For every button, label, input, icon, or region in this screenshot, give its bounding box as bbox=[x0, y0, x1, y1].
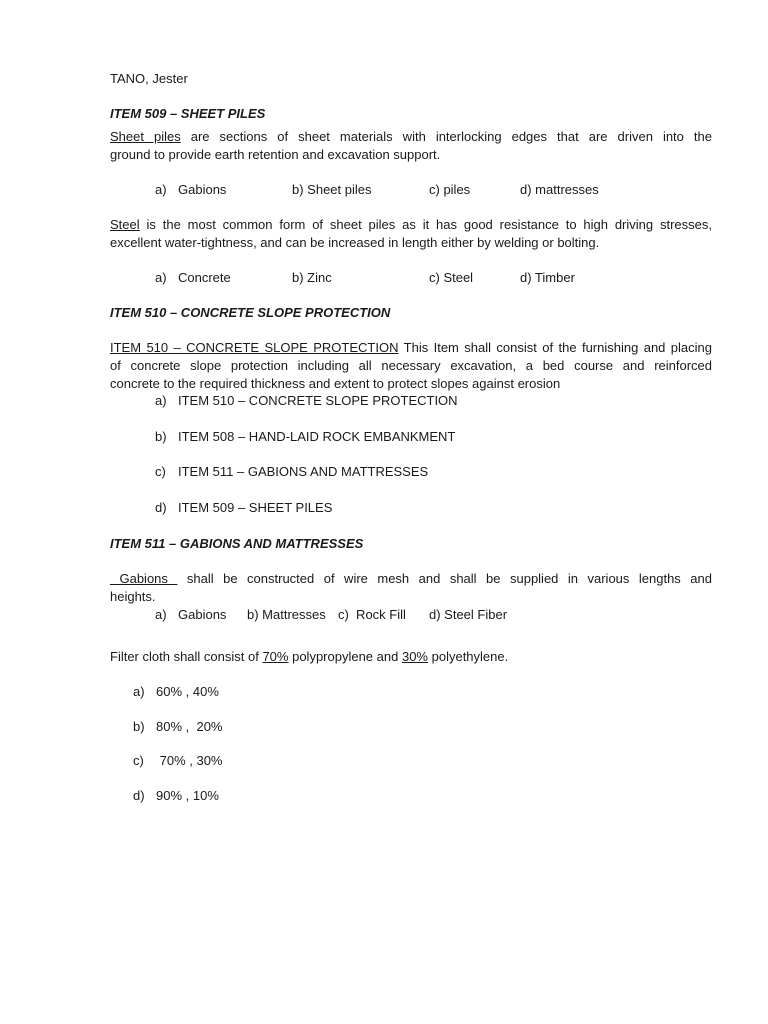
option-d: d) Timber bbox=[520, 270, 575, 285]
document-page bbox=[110, 0, 712, 1024]
option-row-c bbox=[110, 752, 712, 769]
answer-underlined: Sheet piles bbox=[110, 129, 181, 144]
option-row-d bbox=[110, 499, 712, 516]
option-a: Concrete bbox=[178, 270, 231, 285]
question-text: shall be constructed of wire mesh and shall be supplied in various lengths and bbox=[177, 571, 712, 586]
option-text: ITEM 509 – SHEET PILES bbox=[178, 500, 333, 515]
option-letter: c) bbox=[155, 464, 166, 479]
option-text: 70% , 30% bbox=[156, 753, 223, 768]
option-a: Gabions bbox=[178, 182, 227, 197]
section-heading-511: ITEM 511 – GABIONS AND MATTRESSES bbox=[110, 536, 364, 551]
answer-underlined: 70% bbox=[262, 649, 289, 664]
option-row-c bbox=[110, 463, 712, 480]
option-row-d bbox=[110, 787, 712, 804]
question-4 bbox=[110, 570, 712, 606]
answer-underlined: ITEM 510 – CONCRETE SLOPE PROTECTION bbox=[110, 340, 399, 355]
question-text: polyethylene. bbox=[428, 649, 509, 664]
option-row-a bbox=[110, 392, 712, 409]
option-text: 80% , 20% bbox=[156, 719, 223, 734]
option-a: Gabions bbox=[178, 607, 227, 622]
options-row-q2 bbox=[110, 269, 712, 286]
option-letter: a) bbox=[155, 393, 167, 408]
option-text: ITEM 511 – GABIONS AND MATTRESSES bbox=[178, 464, 429, 479]
option-c: c) Steel bbox=[429, 270, 474, 285]
option-text: 90% , 10% bbox=[156, 788, 219, 803]
answer-underlined: Gabions bbox=[110, 571, 178, 586]
question-text: polypropylene and bbox=[288, 649, 402, 664]
option-d: d) Steel Fiber bbox=[429, 607, 508, 622]
options-row-q1 bbox=[110, 181, 712, 198]
option-letter: c) bbox=[133, 753, 144, 768]
option-letter: a) bbox=[155, 270, 167, 285]
option-text: 60% , 40% bbox=[156, 684, 219, 699]
option-b: b) Zinc bbox=[292, 270, 332, 285]
option-letter: a) bbox=[155, 607, 167, 622]
question-3 bbox=[110, 339, 712, 393]
option-row-b bbox=[110, 428, 712, 445]
question-text: are sections of sheet materials with interlocking edges that are driven into the bbox=[180, 129, 712, 144]
option-b: b) Sheet piles bbox=[292, 182, 372, 197]
question-5 bbox=[110, 648, 508, 665]
question-text: Filter cloth shall consist of bbox=[110, 649, 263, 664]
options-row-q4 bbox=[110, 606, 712, 623]
question-1 bbox=[110, 128, 712, 164]
question-2 bbox=[110, 216, 712, 252]
question-text: of concrete slope protection including all necessary excavation, a bed course and reinforced bbox=[110, 358, 712, 373]
section-heading-510: ITEM 510 – CONCRETE SLOPE PROTECTION bbox=[110, 305, 391, 320]
option-d: d) mattresses bbox=[520, 182, 599, 197]
option-letter: d) bbox=[155, 500, 167, 515]
answer-underlined: 30% bbox=[401, 649, 428, 664]
author-name: TANO, Jester bbox=[110, 71, 188, 86]
option-c: c) Rock Fill bbox=[338, 607, 406, 622]
question-text: excellent water-tightness, and can be increased in length either by welding or bolting. bbox=[110, 235, 600, 250]
question-text: heights. bbox=[110, 589, 156, 604]
question-text: This Item shall consist of the furnishing and placing bbox=[398, 340, 713, 355]
option-letter: b) bbox=[155, 429, 167, 444]
option-letter: b) bbox=[133, 719, 145, 734]
question-text: is the most common form of sheet piles as it has good resistance to high driving stresses, bbox=[139, 217, 712, 232]
option-row-b bbox=[110, 718, 712, 735]
option-text: ITEM 510 – CONCRETE SLOPE PROTECTION bbox=[178, 393, 458, 408]
answer-underlined: Steel bbox=[110, 217, 140, 232]
option-letter: d) bbox=[133, 788, 145, 803]
option-b: b) Mattresses bbox=[247, 607, 326, 622]
option-c: c) piles bbox=[429, 182, 471, 197]
option-letter: a) bbox=[133, 684, 145, 699]
section-heading-509: ITEM 509 – SHEET PILES bbox=[110, 106, 266, 121]
option-text: ITEM 508 – HAND-LAID ROCK EMBANKMENT bbox=[178, 429, 456, 444]
option-row-a bbox=[110, 683, 712, 700]
question-text: concrete to the required thickness and extent to protect slopes against erosion bbox=[110, 376, 561, 391]
question-text: ground to provide earth retention and excavation support. bbox=[110, 147, 441, 162]
option-letter: a) bbox=[155, 182, 167, 197]
